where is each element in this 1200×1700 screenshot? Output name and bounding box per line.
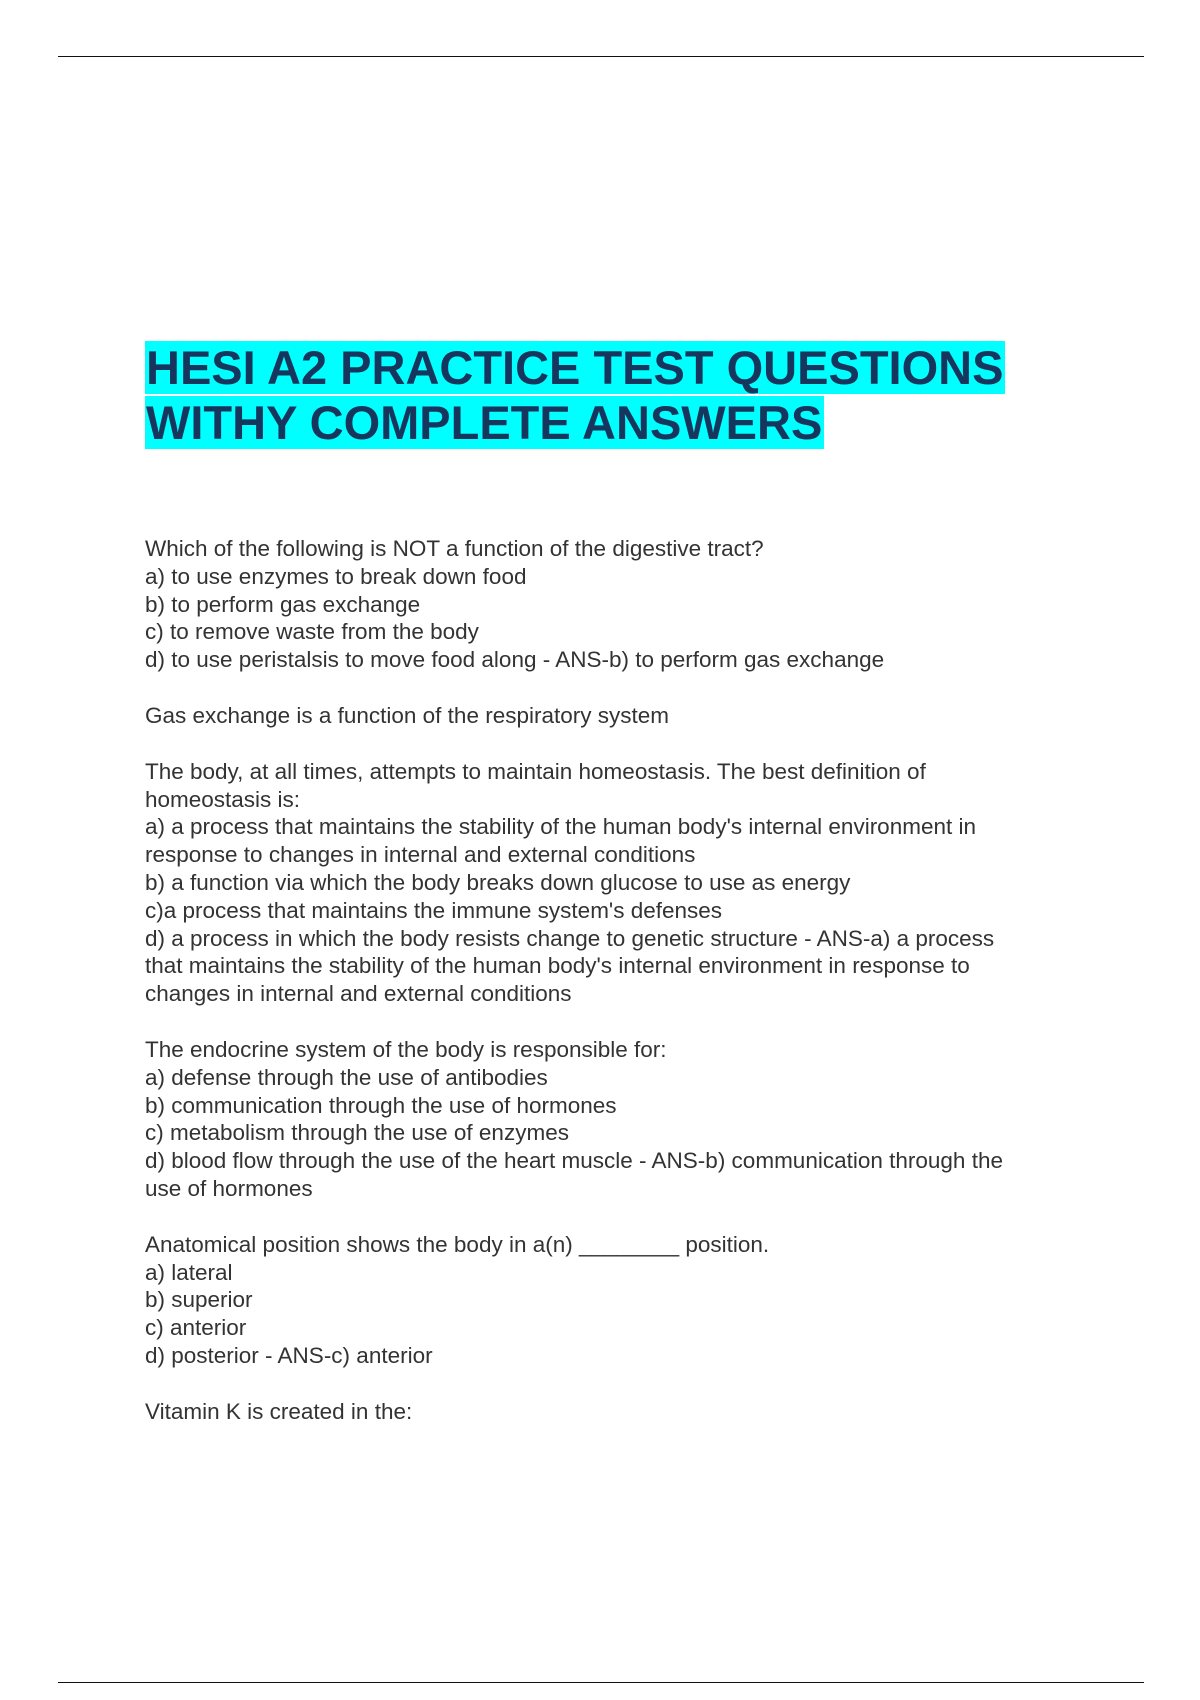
text-line: Anatomical position shows the body in a(n) ________ position.: [145, 1231, 770, 1257]
question-endocrine: [145, 1036, 1075, 1203]
text-line: The endocrine system of the body is responsible for:: [145, 1036, 667, 1062]
question-anatomical-position: [145, 1231, 1075, 1370]
text-line: b) superior: [145, 1287, 253, 1313]
text-line: d) to use peristalsis to move food along - ANS-b) to perform gas exchange: [145, 647, 885, 673]
top-rule: [58, 56, 1144, 57]
document-body: [145, 535, 1075, 1454]
text-line: b) to perform gas exchange: [145, 591, 421, 617]
text-line: Vitamin K is created in the:: [145, 1398, 413, 1424]
text-line: The body, at all times, attempts to maintain homeostasis. The best definition of: [145, 758, 926, 784]
text-line: d) a process in which the body resists change to genetic structure - ANS-a) a process: [145, 925, 995, 951]
text-line: c)a process that maintains the immune system's defenses: [145, 897, 723, 923]
explanation-gas-exchange: [145, 702, 1075, 730]
text-line: b) a function via which the body breaks down glucose to use as energy: [145, 869, 851, 895]
text-line: a) lateral: [145, 1259, 233, 1285]
text-line: b) communication through the use of hormones: [145, 1092, 617, 1118]
question-digestive: [145, 535, 1075, 674]
text-line: d) blood flow through the use of the heart muscle - ANS-b) communication through the: [145, 1148, 1003, 1174]
text-line: Which of the following is NOT a function of the digestive tract?: [145, 536, 764, 561]
text-line: that maintains the stability of the human body's internal environment in response to: [145, 953, 970, 979]
text-line: c) to remove waste from the body: [145, 619, 479, 645]
text-line: a) defense through the use of antibodies: [145, 1064, 548, 1090]
text-line: d) posterior - ANS-c) anterior: [145, 1342, 433, 1368]
text-line: response to changes in internal and external conditions: [145, 842, 696, 868]
question-homeostasis: [145, 758, 1075, 1008]
text-line: a) to use enzymes to break down food: [145, 563, 527, 589]
title-line-1: HESI A2 PRACTICE TEST QUESTIONS: [146, 341, 1004, 394]
text-line: Gas exchange is a function of the respiratory system: [145, 702, 670, 728]
bottom-rule: [58, 1682, 1144, 1683]
text-line: changes in internal and external conditions: [145, 981, 572, 1007]
title-line-2: WITHY COMPLETE ANSWERS: [146, 396, 823, 449]
question-vitamin-k: [145, 1398, 1075, 1426]
text-line: c) anterior: [145, 1315, 247, 1341]
document-title: [145, 340, 1105, 450]
text-line: use of hormones: [145, 1175, 313, 1201]
text-line: homeostasis is:: [145, 786, 301, 812]
text-line: c) metabolism through the use of enzymes: [145, 1120, 569, 1146]
text-line: a) a process that maintains the stability of the human body's internal environment in: [145, 814, 976, 840]
